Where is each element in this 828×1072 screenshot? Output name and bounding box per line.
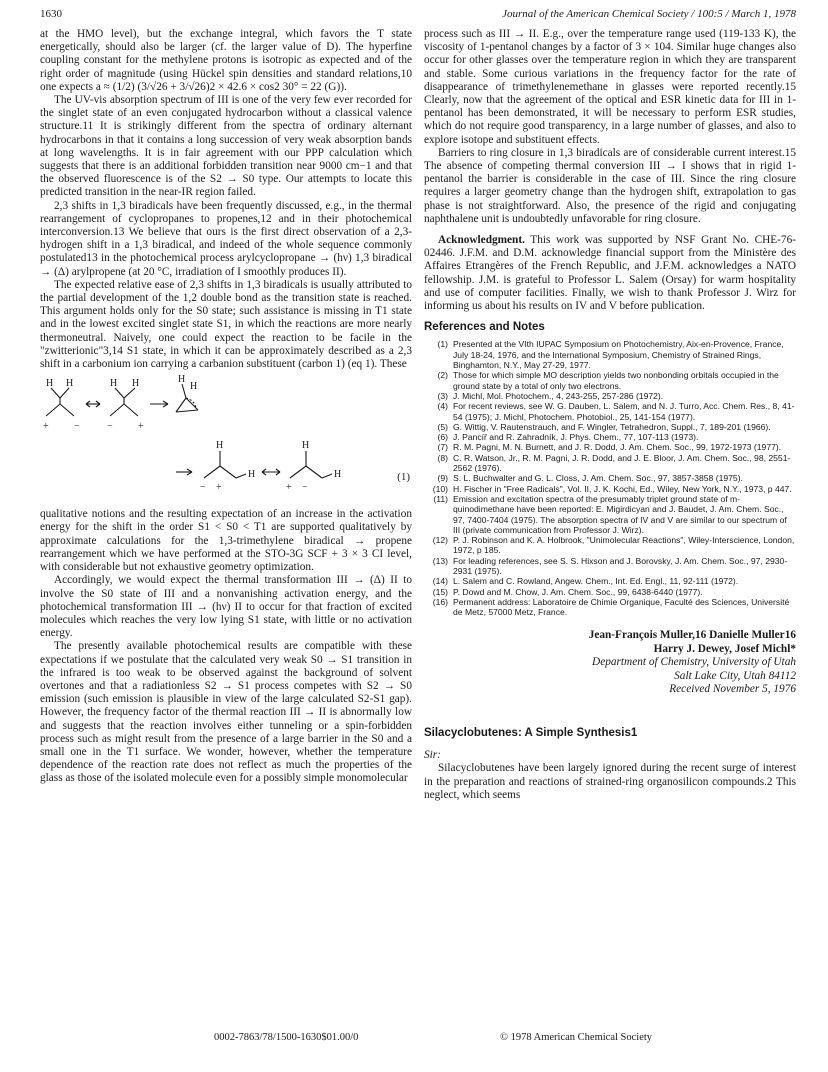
paragraph: process such as III → II. E.g., over the temperature range used (119-133 K), the viscosity of 1-pentanol changes by a factor of 3 × 104. Similar huge changes also occur for other glasses over the temperature region in which they are transparent and stable. Some curious variations in the frequency factor for the rate of disappearance of trimethylenemethane in glasses were reported recently.15 Clearly, now that the agreement of the optical and ESR kinetic data for III in 1-pentanol has been demonstrated, it will be necessary to perform ESR studies, which do not require good transparency, in a large number of glasses, and also to explore isotope and substituent effects. xyxy=(424,28,796,146)
reference-number: (11) xyxy=(433,493,448,504)
reference-number: (3) xyxy=(437,390,448,401)
svg-text:H: H xyxy=(132,378,140,390)
reference-number: (14) xyxy=(432,576,448,587)
reference-item xyxy=(424,401,796,422)
reference-text: Those for which simple MO description yields two nonbonding orbitals occupied in the ground state by a total of only two electrons. xyxy=(453,370,779,391)
equation-number: (1) xyxy=(397,471,410,484)
reference-item xyxy=(424,587,796,597)
acknowledgment-text: This work was supported by NSF Grant No. CHE-76-02446. J.F.M. and D.M. acknowledge financial support from the Ministère des Affaires Etrangères of the French Republic, and J.F.M. acknowledges a NATO fellowship. J.M. is grateful to Professor L. Salem (Orsay) for warm hospitality and use of computer facilities. Finally, we wish to thank Professor J. Wirz for informing us about his results on IV and V before publication. xyxy=(424,234,796,313)
paragraph: Barriers to ring closure in 1,3 biradicals are of considerable current interest.15 The absence of competing thermal conversion III → I shows that in rigid 1-pentanol the barrier is considerable in the case of III. Since the ring closure requires a larger geometry change than the hydrogen shift, extrapolation to gas phase is not straightforward. Also, the presence of the rigid and conjugating naphthalene unit is undoubtedly unfavorable for ring closure. xyxy=(424,146,796,225)
reference-item xyxy=(424,484,796,494)
reference-item xyxy=(424,432,796,442)
reaction-scheme xyxy=(40,374,412,506)
affiliation-block xyxy=(424,656,796,697)
reference-item xyxy=(424,597,796,618)
svg-text:+: + xyxy=(138,421,144,433)
reference-number: (9) xyxy=(437,473,448,484)
paragraph: Accordingly, we would expect the thermal transformation III → (Δ) II to involve the S0 state of III and a nonvanishing activation energy, and the photochemical transformation III → (hν) II to occur for that fraction of excited molecules which reaches the very low lying S1 state, with little or no activation energy. xyxy=(40,574,412,640)
reference-item xyxy=(424,535,796,556)
reference-text: P. J. Robinson and K. A. Holbrook, "Unimolecular Reactions", Wiley-Interscience, London, 1972, p 185. xyxy=(453,535,795,556)
svg-text:+: + xyxy=(216,482,222,494)
reference-item xyxy=(424,453,796,474)
salutation: Sir: xyxy=(424,749,441,762)
paragraph: 2,3 shifts in 1,3 biradicals have been frequently discussed, e.g., in the thermal rearrangement of cyclopropanes to propenes,12 and in their photochemical interconversion.13 We believe that ours is the first direct observation of a 2,3-hydrogen shift in a 1,3 biradical, and indeed of the whole sequence commonly postulated13 in the photochemical process arylcyclopropane → (hν) 1,3 biradical → (Δ) arylpropene (at 20 °C, irradiation of I smoothly produces II). xyxy=(40,199,412,278)
svg-text:H: H xyxy=(216,440,224,452)
reference-text: Presented at the VIth IUPAC Symposium on Photochemistry, Aix-en-Provence, France, July 18-24, 1976, and the International Symposium, Chemistry of Strained Rings, Binghamton, N.Y., May 27-29, 1977. xyxy=(453,339,784,371)
reference-item xyxy=(424,339,796,370)
svg-text:H: H xyxy=(190,381,198,393)
reference-item xyxy=(424,473,796,483)
reference-number: (6) xyxy=(437,432,448,443)
reference-item xyxy=(424,494,796,535)
reference-item xyxy=(424,556,796,577)
reference-text: For leading references, see S. S. Hixson and J. Borovsky, J. Am. Chem. Soc., 97, 2930-2931 (1975). xyxy=(453,555,788,576)
acknowledgment-label: Acknowledgment. xyxy=(438,234,525,247)
paragraph: The presently available photochemical results are compatible with these expectations if we postulate that the calculated very weak S0 → S1 transition in the infrared is too weak to be observed against the background of solvent overtones and that a radiationless S2 → S1 process competes with S2 → S0 emission (such emission is plausible in view of the large calculated S2-S1 gap). However, the frequency factor of the thermal reaction III → II is abnormally low and suggests that the reaction involves either tunneling or a spin-forbidden process such as might result from the presence of a large barrier in the S0 and a small one in the T1 surface. We wonder, however, whether the temperature dependence of the reaction rate does not reflect as much the properties of the glass as those of the isolated molecule even for a possibly simple monomolecular xyxy=(40,640,412,785)
reference-text: R. M. Pagni, M. N. Burnett, and J. R. Dodd, J. Am. Chem. Soc., 99, 1972-1973 (1977). xyxy=(453,442,782,453)
reference-text: L. Salem and C. Rowland, Angew. Chem., Int. Ed. Engl., 11, 92-111 (1972). xyxy=(453,576,739,587)
svg-text:−: − xyxy=(302,482,308,494)
paragraph: at the HMO level), but the exchange integral, which favors the T state energetically, should also be larger (cf. the larger value of D). The hyperfine coupling constant for the methylene protons is isotropic as expected and of the right order of magnitude (using Hückel spin densities and standard relations,10 one expects a ≈ (1/2) (3/√26 + 3/√26)2 × 42.6 × cos2 30° = 22 (G)). xyxy=(40,28,412,93)
running-header xyxy=(40,8,796,22)
reference-number: (1) xyxy=(437,339,448,350)
references-heading: References and Notes xyxy=(424,321,545,334)
svg-text:−: − xyxy=(200,482,206,494)
reference-item xyxy=(424,442,796,452)
svg-text:H: H xyxy=(66,378,74,390)
reference-item xyxy=(424,370,796,391)
reference-text: Emission and excitation spectra of the presumably triplet ground state of m-quinodimethane have been reported: E. Migirdicyan and J. Baudet, J. Am. Chem. Soc., 97, 7400-7404 (1975). The absorption spectra of IV and V are similar to our spectrum of III (private communication from Professor J. Wirz). xyxy=(453,493,787,535)
footer-copyright: © 1978 American Chemical Society xyxy=(500,1032,653,1043)
svg-text:+: + xyxy=(43,421,49,433)
reference-number: (13) xyxy=(432,555,448,566)
authors-line: Jean-François Muller,16 Danielle Muller16 xyxy=(588,629,796,642)
reference-number: (12) xyxy=(432,535,448,546)
reference-text: S. L. Buchwalter and G. L. Closs, J. Am. Chem. Soc., 97, 3857-3858 (1975). xyxy=(453,473,743,484)
authors-line: Harry J. Dewey, Josef Michl* xyxy=(653,642,796,655)
reference-text: G. Wittig, V. Rautenstrauch, and F. Wingler, Tetrahedron, Suppl., 7, 189-201 (1966). xyxy=(453,421,771,432)
reference-text: J. Pancíř and R. Zahradník, J. Phys. Chem., 77, 107-113 (1973). xyxy=(453,432,699,443)
svg-text:H: H xyxy=(178,374,186,386)
paragraph: The UV-vis absorption spectrum of III is one of the very few ever recorded for the singlet state of an even conjugated hydrocarbon without a classical valence structure.11 It is strikingly different from the spectra of ordinary alternant hydrocarbons in that it contains a long succession of very weak absorption bands at long wavelengths. It is in fair agreement with our PPP calculation which suggests that there is an additional forbidden transition near 9000 cm−1 and that the observed fluorescence is of the S2 → S0 type. Our attempts to locate this predicted transition in the near-IR region failed. xyxy=(40,94,412,199)
footer-code: 0002-7863/78/1500-1630$01.00/0 xyxy=(214,1032,359,1043)
paragraph: qualitative notions and the resulting expectation of an increase in the activation energy for the shift in the order S1 < S0 < T1 are supported qualitatively by approximate calculations for the 1,3-trimethylene biradical → propene rearrangement which we have performed at the STO-3G SCF + 3 × 3 CI level, with considerable but not exhaustive geometry optimization. xyxy=(40,508,412,574)
affiliation-line: Department of Chemistry, University of Utah xyxy=(592,656,796,669)
reference-text: For recent reviews, see W. G. Dauben, L. Salem, and N. J. Turro, Acc. Chem. Res., 8, 41-54 (1975); J. Michl, Photochem. Photobiol., 25, 141-154 (1977). xyxy=(453,401,795,422)
reference-text: Permanent address: Laboratoire de Chimie Organique, Faculté des Sciences, Université de Metz, 57000 Metz, France. xyxy=(453,596,790,618)
svg-text:H: H xyxy=(302,440,310,452)
svg-text:H: H xyxy=(110,378,118,390)
reference-number: (10) xyxy=(432,483,448,494)
reaction-scheme-drawing xyxy=(40,374,412,506)
svg-text:H: H xyxy=(248,469,256,481)
journal-citation: Journal of the American Chemical Society / 100:5 / March 1, 1978 xyxy=(502,8,796,20)
paragraph: The expected relative ease of 2,3 shifts in 1,3 biradicals is usually attributed to the partial development of the 1,2 double bond as the transition state is reached. This argument holds only for the S0 state; such assistance is missing in T1 state and in the lowest excited singlet state S1, in which the reactions are more nearly thermoneutral. Naively, one could expect the reaction to be facile in the "zwitterionic"3,14 S1 state, in which it can be approximately described as a 2,3 shift in a carbonium ion carrying a carbanion substituent (carbon 1) (eq 1). These xyxy=(40,278,412,371)
received-date: Received November 5, 1976 xyxy=(669,683,796,696)
svg-text:−: − xyxy=(74,421,80,433)
reference-number: (5) xyxy=(437,421,448,432)
reference-item xyxy=(424,422,796,432)
reference-number: (2) xyxy=(437,370,448,381)
reference-number: (15) xyxy=(432,586,448,597)
right-column xyxy=(424,28,796,802)
svg-text:+: + xyxy=(286,482,292,494)
reference-text: H. Fischer in "Free Radicals", Vol. II, J. K. Kochi, Ed., Wiley, New York, N.Y., 1973, p 447. xyxy=(453,483,792,494)
references-list xyxy=(424,339,796,617)
reference-item xyxy=(424,391,796,401)
acknowledgment xyxy=(424,234,796,313)
reference-number: (8) xyxy=(437,452,448,463)
article-title: Silacyclobutenes: A Simple Synthesis1 xyxy=(424,726,638,739)
reference-text: C. R. Watson, Jr., R. M. Pagni, J. R. Dodd, and J. E. Bloor, J. Am. Chem. Soc., 98, 2551-2562 (1976). xyxy=(453,452,791,474)
affiliation-line: Salt Lake City, Utah 84112 xyxy=(674,669,796,682)
svg-text:H: H xyxy=(334,469,342,481)
reference-text: J. Michl, Mol. Photochem., 4, 243-255, 257-286 (1972). xyxy=(453,390,664,401)
paragraph: Silacyclobutenes have been largely ignored during the recent surge of interest in the preparation and reactions of strained-ring organosilicon compounds.2 This neglect, which seems xyxy=(424,762,796,801)
reference-number: (7) xyxy=(437,442,448,453)
reference-item xyxy=(424,576,796,586)
svg-text:H: H xyxy=(46,378,54,390)
reference-number: (4) xyxy=(437,401,448,412)
page-number: 1630 xyxy=(40,8,62,20)
reference-number: (16) xyxy=(432,596,448,607)
svg-text:−: − xyxy=(107,421,113,433)
author-block xyxy=(424,629,796,656)
left-column xyxy=(40,28,412,786)
reference-text: P. Dowd and M. Chow, J. Am. Chem. Soc., 99, 6438-6440 (1977). xyxy=(453,586,703,597)
